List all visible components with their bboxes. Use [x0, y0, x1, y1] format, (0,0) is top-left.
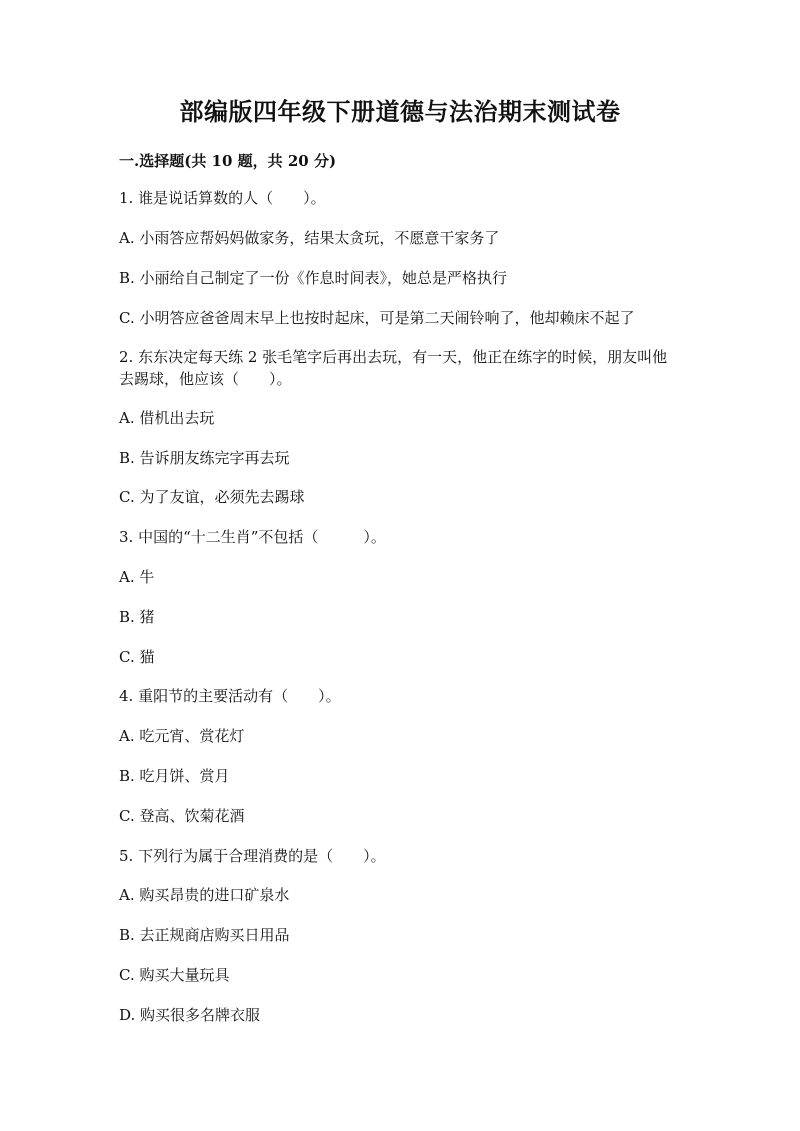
question-4-stem: 4. 重阳节的主要活动有（ ）。 [119, 687, 341, 705]
question-1-option-c: C. 小明答应爸爸周末早上也按时起床，可是第二天闹铃响了，他却赖床不起了 [119, 309, 635, 327]
question-4-option-c: C. 登高、饮菊花酒 [119, 807, 245, 825]
question-3-option-c: C. 猫 [119, 648, 155, 666]
question-5-option-c: C. 购买大量玩具 [119, 966, 230, 984]
question-1-stem: 1. 谁是说话算数的人（ ）。 [119, 189, 326, 207]
question-2-option-b: B. 告诉朋友练完字再去玩 [119, 449, 290, 467]
question-2-option-c: C. 为了友谊，必须先去踢球 [119, 488, 305, 506]
question-3-stem: 3. 中国的“十二生肖”不包括（ ）。 [119, 528, 386, 546]
question-5-option-a: A. 购买昂贵的进口矿泉水 [119, 886, 290, 904]
question-3-option-b: B. 猪 [119, 608, 155, 626]
question-1-option-b: B. 小丽给自己制定了一份《作息时间表》，她总是严格执行 [119, 269, 508, 287]
question-5-option-d: D. 购买很多名牌衣服 [119, 1006, 261, 1024]
question-5-stem: 5. 下列行为属于合理消费的是（ ）。 [119, 847, 386, 865]
question-3-option-a: A. 牛 [119, 568, 155, 586]
question-1-option-a: A. 小雨答应帮妈妈做家务，结果太贪玩，不愿意干家务了 [119, 229, 500, 247]
section-heading: 一.选择题(共 10 题，共 20 分) [119, 152, 337, 170]
question-4-option-b: B. 吃月饼、赏月 [119, 767, 230, 785]
question-4-option-a: A. 吃元宵、赏花灯 [119, 727, 245, 745]
question-2-option-a: A. 借机出去玩 [119, 409, 215, 427]
document-title: 部编版四年级下册道德与法治期末测试卷 [179, 97, 621, 126]
question-2-stem: 2. 东东决定每天练 2 张毛笔字后再出去玩，有一天，他正在练字的时候，朋友叫他去踢球，他应该（ ）。 [119, 348, 668, 388]
question-5-option-b: B. 去正规商店购买日用品 [119, 926, 290, 944]
